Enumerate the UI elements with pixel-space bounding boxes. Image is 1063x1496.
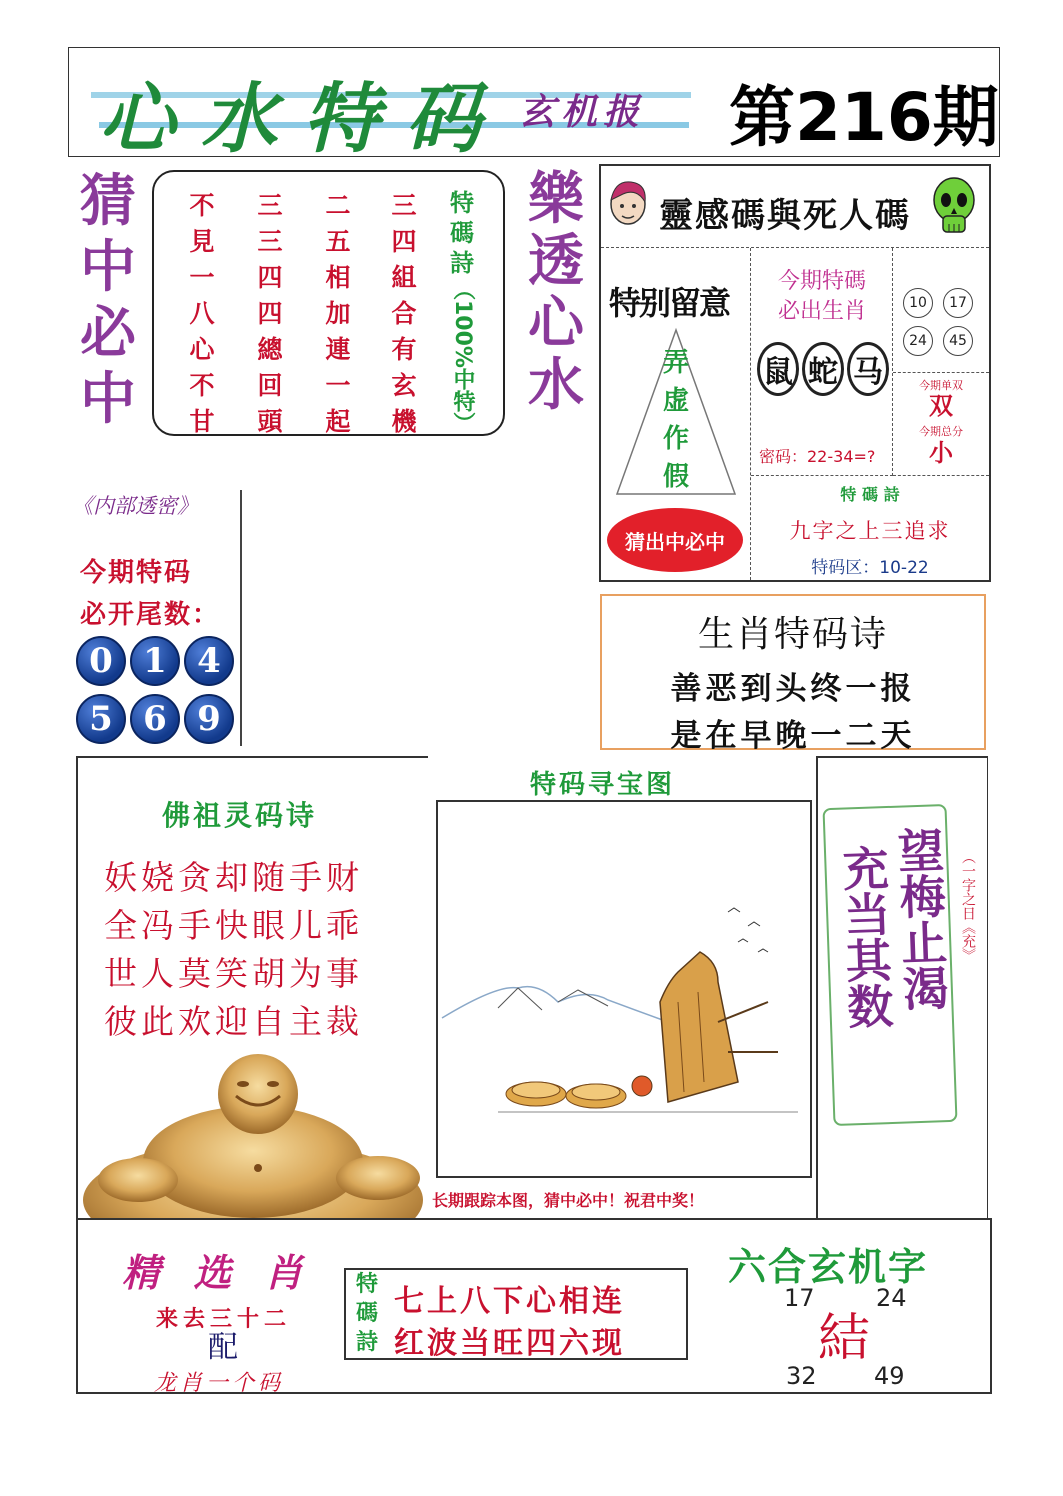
- poem-block: [751, 476, 989, 580]
- slogan-char: 水: [528, 352, 584, 418]
- bottom-poem-line-2: 红波当旺四六现: [394, 1326, 625, 1361]
- treasure-map-image: [438, 802, 810, 1176]
- poem-char: 心: [189, 335, 215, 364]
- slogan-char: 中: [80, 366, 136, 432]
- poem-char: 玄: [391, 371, 417, 400]
- buddha-poem-title: 佛祖灵码诗: [162, 799, 318, 832]
- lhc-number: 17: [784, 1284, 815, 1312]
- zodiac-row: [757, 342, 889, 396]
- poem-char: 四: [391, 227, 417, 256]
- slogan-char: 必: [80, 300, 136, 366]
- buddha-image: [78, 1050, 428, 1218]
- bottom-poem-label-char: 詩: [355, 1330, 378, 1355]
- poem-block-text: 九字之上三追求: [789, 519, 951, 543]
- slogan-char: 樂: [528, 166, 584, 232]
- riddle-line-2: 望梅止渴: [890, 826, 951, 1012]
- poem-column: [250, 188, 290, 440]
- bottom-poem-box: [344, 1268, 688, 1360]
- secret-code: 密码：22-34=?: [759, 447, 876, 466]
- poem-char: 不: [189, 191, 215, 220]
- riddle-line-1: 充当其数: [834, 843, 896, 1030]
- poem-char: 三: [257, 227, 283, 256]
- poem-char: 一: [189, 263, 215, 292]
- triangle-char: 虚: [662, 386, 689, 416]
- skull-icon: [931, 176, 977, 238]
- treasure-map-frame: [436, 800, 812, 1178]
- poem-char: 三: [257, 191, 283, 220]
- tail-ball: 4: [184, 636, 234, 686]
- poem-char: 有: [391, 335, 417, 364]
- bottom-band: [76, 1218, 992, 1394]
- zodiac-char: 蛇: [808, 355, 838, 390]
- inside-secret-title: 《内部透密》: [72, 494, 198, 518]
- lucky-number: 24: [903, 326, 933, 356]
- poem-grid-box: [152, 170, 505, 436]
- poem-char: 加: [325, 299, 351, 328]
- numbers-column: [893, 248, 989, 476]
- poem-label-suffix: （100%中特）: [450, 278, 475, 434]
- buddha-poem: [104, 854, 363, 1046]
- poem-char: 相: [325, 263, 351, 292]
- header-box: [68, 47, 1000, 163]
- lhc-number: 32: [786, 1362, 817, 1390]
- poem-column: [384, 188, 424, 440]
- jing-line-2: 龙肖一个码: [154, 1371, 285, 1396]
- buddha-poem-line: 妖娆贪却随手财: [104, 858, 363, 897]
- numbers-grid: [903, 288, 977, 356]
- lhc-title: 六合玄机字: [728, 1245, 929, 1289]
- buddha-box: [76, 756, 428, 1218]
- poem-char: 四: [257, 263, 283, 292]
- zodiac-badge: [802, 342, 844, 396]
- zodiac-badge: [757, 342, 799, 396]
- poem-char: 頭: [257, 407, 283, 436]
- zodiac-poem-line-1: 善恶到头终一报: [670, 671, 916, 707]
- zodiac-title-2: 必出生肖: [777, 299, 866, 324]
- poem-char: 五: [325, 227, 351, 256]
- triangle-char: 弄: [662, 348, 689, 378]
- guess-badge-text: 猜出中必中: [625, 529, 725, 554]
- poem-char: 機: [391, 407, 417, 436]
- zodiac-poem-title: 生肖特码诗: [697, 614, 888, 655]
- poem-char: 一: [325, 371, 351, 400]
- issue-number: 第216期: [729, 79, 999, 156]
- jing-label: 精 选 肖: [122, 1250, 313, 1295]
- lucky-number: 10: [903, 288, 933, 318]
- poem-char: 起: [325, 407, 351, 436]
- lhc-char: 結: [818, 1309, 871, 1369]
- pei-char: 配: [208, 1330, 238, 1365]
- zodiac-poem-line-2: 是在早晚一二天: [670, 718, 916, 754]
- tail-ball: 5: [76, 694, 126, 744]
- face-avatar: [607, 178, 649, 236]
- poem-char: 八: [189, 299, 215, 328]
- odd-even-block: [893, 372, 989, 476]
- guess-badge: [607, 508, 743, 572]
- slogan-char: 中: [80, 234, 136, 300]
- odd-even-value: 双: [929, 392, 953, 420]
- poem-label-char: 詩: [450, 249, 474, 277]
- slogan-char: 透: [528, 228, 584, 294]
- poem-char: 二: [325, 191, 351, 220]
- tail-number-balls: [76, 636, 236, 744]
- bottom-poem-label-char: 特: [355, 1272, 378, 1297]
- zodiac-title-1: 今期特碼: [777, 269, 866, 294]
- bottom-poem-label-char: 碼: [355, 1301, 378, 1326]
- buddha-poem-line: 全冯手快眼儿乖: [104, 906, 363, 945]
- poem-column: [182, 188, 222, 440]
- riddle-side-note: （一字之日《充》: [960, 850, 976, 962]
- tail-ball: 6: [130, 694, 180, 744]
- poem-char: 組: [391, 263, 417, 292]
- right-vertical-slogan: [518, 168, 594, 416]
- inside-line-2: 必开尾数：: [80, 600, 221, 630]
- poem-char: 三: [391, 191, 417, 220]
- page-subtitle: 玄机报: [519, 91, 646, 133]
- jing-line-1: 来去三十二: [156, 1307, 292, 1332]
- zodiac-poem-box: [600, 594, 986, 754]
- poem-char: 合: [391, 299, 417, 328]
- poem-column: [318, 188, 358, 440]
- inspiration-title: 靈感碼與死人碼: [659, 196, 911, 236]
- ruler-line: [240, 490, 242, 746]
- zodiac-char: 马: [853, 355, 883, 390]
- triangle-text: [656, 344, 696, 496]
- triangle-char: 假: [662, 462, 689, 492]
- lhc-number: 24: [876, 1284, 907, 1312]
- triangle-char: 作: [662, 424, 689, 454]
- treasure-title: 特码寻宝图: [530, 770, 676, 800]
- notice-column: [601, 248, 751, 580]
- poem-char: 總: [257, 335, 283, 364]
- left-vertical-slogan: [72, 168, 144, 432]
- slogan-char: 猜: [80, 168, 136, 234]
- inspiration-title-row: [601, 166, 989, 248]
- poem-block-label: 特 碼 詩: [840, 485, 900, 504]
- poem-grid-label: [442, 188, 482, 434]
- poem-label-char: 特: [450, 189, 474, 217]
- inspiration-box: [599, 164, 991, 582]
- poem-char: 甘: [189, 407, 215, 436]
- poem-char: 四: [257, 299, 283, 328]
- total-label: 今期总分: [919, 425, 963, 438]
- riddle-scroll: [822, 804, 957, 1126]
- page-title: 心水特码: [99, 74, 507, 163]
- odd-even-label: 今期单双: [919, 379, 963, 392]
- tail-ball: 9: [184, 694, 234, 744]
- zodiac-column: [751, 248, 893, 476]
- poem-char: 不: [189, 371, 215, 400]
- tail-ball: 0: [76, 636, 126, 686]
- poem-char: 連: [325, 335, 351, 364]
- poem-char: 回: [257, 371, 283, 400]
- notice-heading: 特别留意: [609, 284, 730, 322]
- lhc-number: 49: [874, 1362, 905, 1390]
- zodiac-char: 鼠: [763, 355, 793, 390]
- slogan-char: 心: [528, 290, 584, 356]
- number-zone: 特码区：10-22: [811, 558, 929, 578]
- zodiac-badge: [847, 342, 889, 396]
- buddha-poem-line: 世人莫笑胡为事: [104, 954, 363, 993]
- inside-line-1: 今期特码: [80, 558, 193, 588]
- bottom-poem-line-1: 七上八下心相连: [394, 1284, 625, 1319]
- lucky-number: 17: [943, 288, 973, 318]
- total-value: 小: [929, 439, 953, 467]
- buddha-poem-line: 彼此欢迎自主裁: [104, 1002, 363, 1041]
- treasure-caption: 长期跟踪本图，猜中必中！祝君中奖！: [432, 1191, 705, 1210]
- tail-ball: 1: [130, 636, 180, 686]
- poem-label-char: 碼: [450, 219, 474, 247]
- lucky-number: 45: [943, 326, 973, 356]
- bottom-poem-label: [350, 1270, 384, 1357]
- poem-char: 見: [189, 227, 215, 256]
